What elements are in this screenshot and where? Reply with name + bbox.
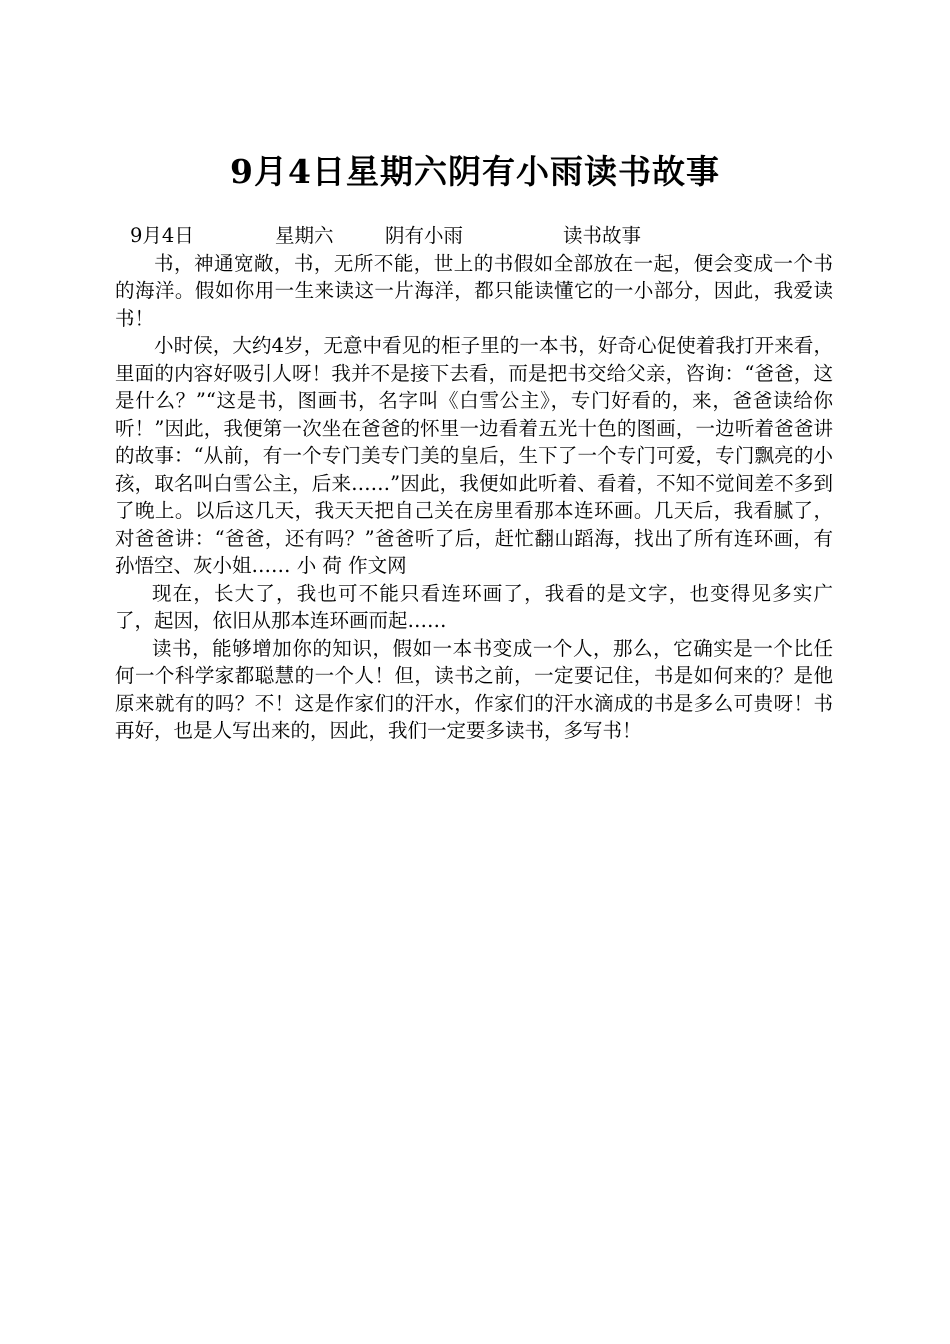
meta-date: 9月4日	[130, 224, 194, 247]
meta-weather: 阴有小雨	[385, 224, 464, 247]
document-body	[115, 222, 833, 745]
paragraph: 小时侯，大约4岁，无意中看见的柜子里的一本书，好奇心促使着我打开来看，里面的内容好吸引人呀！我并不是接下去看，而是把书交给父亲，咨询：“爸爸，这是什么？”“这是书，图画书，名字叫《白雪公主》，专门好看的，来，爸爸读给你听！”因此，我便第一次坐在爸爸的怀里一边看着五光十色的图画，一边听着爸爸讲的故事：“从前，有一个专门美专门美的皇后，生下了一个专门可爱，专门飘亮的小孩，取名叫白雪公主，后来……”因此，我便如此听着、看着，不知不觉间差不多到了晚上。以后这几天，我天天把自己关在房里看那本连环画。几天后，我看腻了，对爸爸讲：“爸爸，还有吗？”爸爸听了后，赶忙翻山蹈海，找出了所有连环画，有孙悟空、灰小姐…… 小 荷 作文网	[115, 334, 833, 577]
paragraph: 读书，能够增加你的知识，假如一本书变成一个人，那么，它确实是一个比任何一个科学家都聪慧的一个人！但，读书之前，一定要记住，书是如何来的？是他原来就有的吗？不！这是作家们的汗水，作家们的汗水滴成的书是多么可贵呀！书再好，也是人写出来的，因此，我们一定要多读书，多写书！	[115, 636, 833, 742]
meta-topic: 读书故事	[563, 224, 642, 247]
document-title: 9月4日星期六阴有小雨读书故事	[230, 152, 720, 191]
paragraph: 书，神通宽敞，书，无所不能，世上的书假如全部放在一起，便会变成一个书的海洋。假如你用一生来读这一片海洋，都只能读懂它的一小部分，因此，我爱读书！	[115, 251, 833, 330]
paragraph: 现在，长大了，我也可不能只看连环画了，我看的是文字，也变得见多实广了，起因，依旧从那本连环画而起……	[115, 581, 833, 632]
meta-weekday: 星期六	[275, 224, 334, 247]
meta-line	[115, 222, 833, 250]
